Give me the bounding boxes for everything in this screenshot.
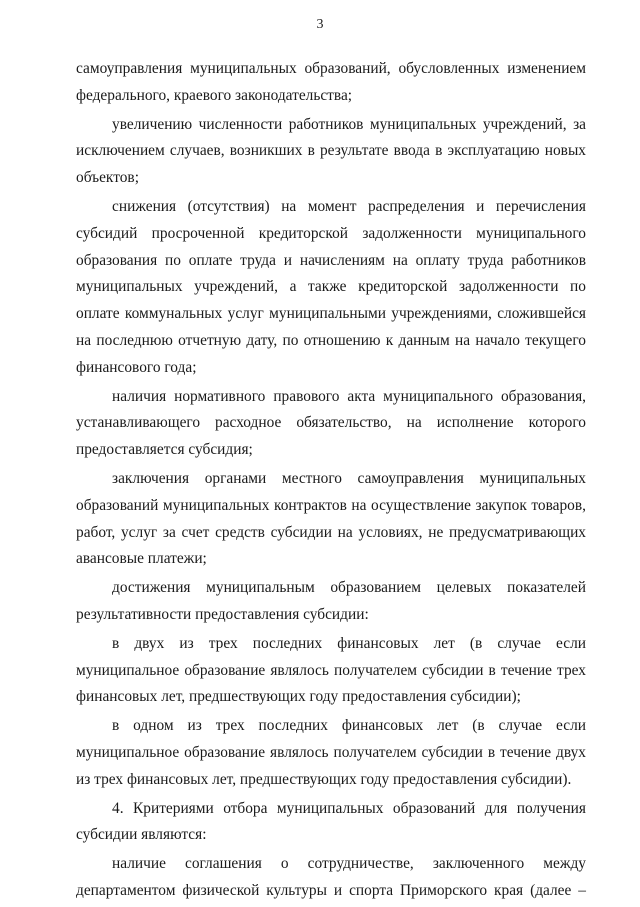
paragraph-targets: достижения муниципальным образованием целевых показателей результативности предоставления субсидии: <box>76 579 586 623</box>
paragraph-contracts: заключения органами местного самоуправления муниципальных образований муниципальных контрактов на осуществление закупок товаров, работ, услуг за счет средств субсидии на условиях, не предусматривающих авансовые платежи; <box>76 469 586 568</box>
document-body <box>76 56 586 907</box>
paragraph-debt-reduction: снижения (отсутствия) на момент распределения и перечисления субсидий просроченной кредиторской задолженности муниципального образования по оплате труда и начислениям на оплату труда работников муниципальных учреждений, а также кредиторской задолженности по оплате коммунальных услуг муниципальными учреждениями, сложившейся на последнюю отчетную дату, по отношению к данным на начало текущего финансового года; <box>76 197 586 376</box>
page-number: 3 <box>316 17 324 32</box>
paragraph-selection-criteria: 4. Критериями отбора муниципальных образований для получения субсидии являются: <box>76 799 586 844</box>
paragraph-continuation: самоуправления муниципальных образований, обусловленных изменением федерального, краевого законодательства; <box>76 60 586 104</box>
paragraph-cooperation-agreement: наличие соглашения о сотрудничестве, заключенного между департаментом физической культуры и спорта Приморского края (далее – <box>76 855 586 899</box>
paragraph-one-of-three: в одном из трех последних финансовых лет (в случае если муниципальное образование являлось получателем субсидии в течение двух из трех финансовых лет, предшествующих году предоставления субсидии). <box>76 717 586 788</box>
paragraph-staff-increase: увеличению численности работников муниципальных учреждений, за исключением случаев, возникших в результате ввода в эксплуатацию новых объектов; <box>76 115 586 187</box>
paragraph-normative-act: наличия нормативного правового акта муниципального образования, устанавливающего расходное обязательство, на исполнение которого предоставляется субсидия; <box>76 387 586 459</box>
paragraph-two-of-three: в двух из трех последних финансовых лет (в случае если муниципальное образование являлось получателем субсидии в течение трех финансовых лет, предшествующих году предоставления субсидии); <box>76 634 586 706</box>
